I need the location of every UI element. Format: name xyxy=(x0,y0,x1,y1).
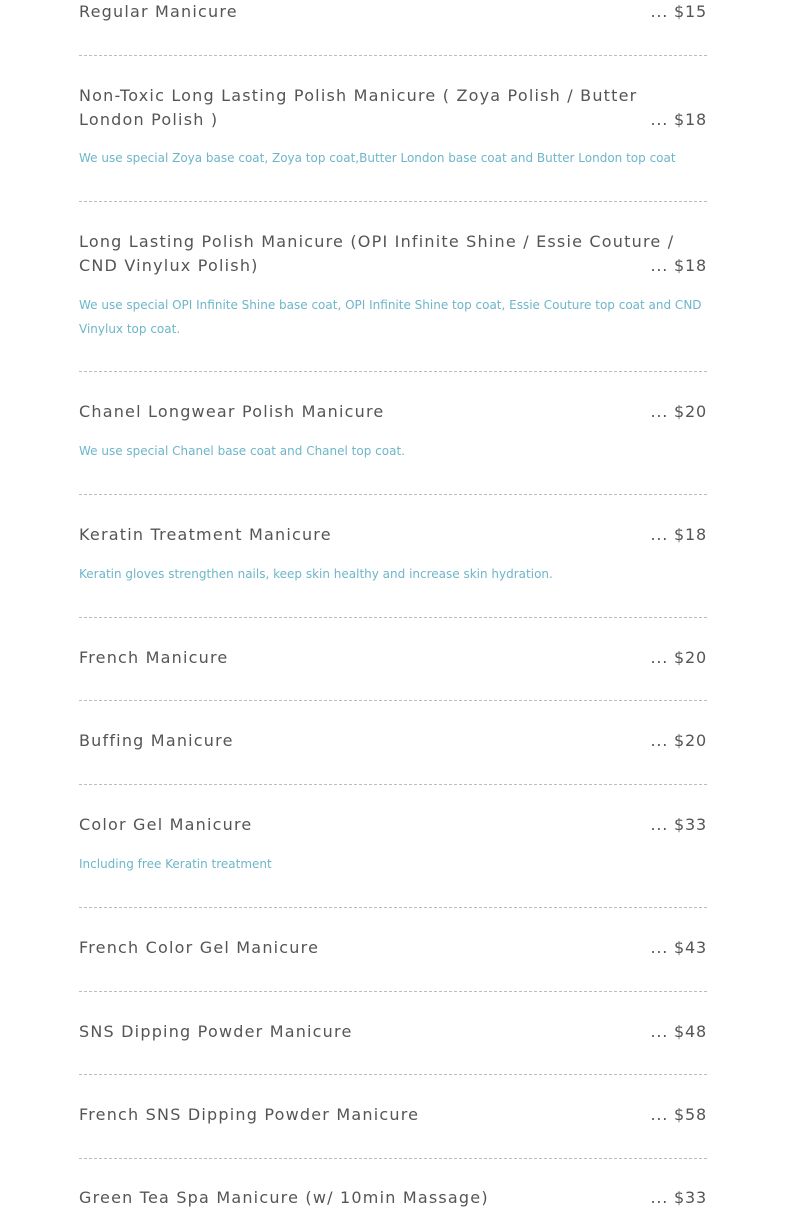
item-price: ... $18 xyxy=(643,108,707,132)
item-name: Buffing Manicure xyxy=(79,731,234,750)
item-price: ... $20 xyxy=(643,400,707,424)
item-price: ... $18 xyxy=(643,254,707,278)
item-name: French SNS Dipping Powder Manicure xyxy=(79,1105,420,1124)
divider xyxy=(79,700,707,701)
item-description: Including free Keratin treatment xyxy=(79,857,272,871)
item-price: ... $20 xyxy=(643,729,707,753)
divider xyxy=(79,494,707,495)
item-name: Green Tea Spa Manicure (w/ 10min Massage) xyxy=(79,1188,489,1207)
item-price: ... $33 xyxy=(643,813,707,837)
item-price: ... $48 xyxy=(643,1020,707,1044)
divider xyxy=(79,907,707,908)
item-price: ... $15 xyxy=(643,0,707,24)
item-name: Chanel Longwear Polish Manicure xyxy=(79,402,385,421)
item-name: French Manicure xyxy=(79,648,229,667)
divider xyxy=(79,784,707,785)
divider xyxy=(79,201,707,202)
item-name: Color Gel Manicure xyxy=(79,815,253,834)
item-price: ... $58 xyxy=(643,1103,707,1127)
item-description: Keratin gloves strengthen nails, keep skin healthy and increase skin hydration. xyxy=(79,567,553,581)
divider xyxy=(79,1158,707,1159)
item-name: Long Lasting Polish Manicure (OPI Infinite Shine / Essie Couture / CND Vinylux Polish) xyxy=(79,232,675,275)
item-price: ... $20 xyxy=(643,646,707,670)
divider xyxy=(79,617,707,618)
divider xyxy=(79,1074,707,1075)
item-price: ... $43 xyxy=(643,936,707,960)
item-name: Regular Manicure xyxy=(79,2,238,21)
divider xyxy=(79,55,707,56)
item-price: ... $18 xyxy=(643,523,707,547)
item-description: We use special Zoya base coat, Zoya top coat,Butter London base coat and Butter London top coat xyxy=(79,151,676,165)
item-name: French Color Gel Manicure xyxy=(79,938,320,957)
item-description: We use special Chanel base coat and Chanel top coat. xyxy=(79,444,405,458)
item-description: We use special OPI Infinite Shine base coat, OPI Infinite Shine top coat, Essie Couture top coat and CND Vinylux top coat. xyxy=(79,298,702,336)
item-name: SNS Dipping Powder Manicure xyxy=(79,1022,353,1041)
item-price: ... $33 xyxy=(643,1186,707,1210)
item-name: Keratin Treatment Manicure xyxy=(79,525,332,544)
divider xyxy=(79,991,707,992)
divider xyxy=(79,371,707,372)
item-name: Non-Toxic Long Lasting Polish Manicure ( Zoya Polish / Butter London Polish ) xyxy=(79,86,638,129)
